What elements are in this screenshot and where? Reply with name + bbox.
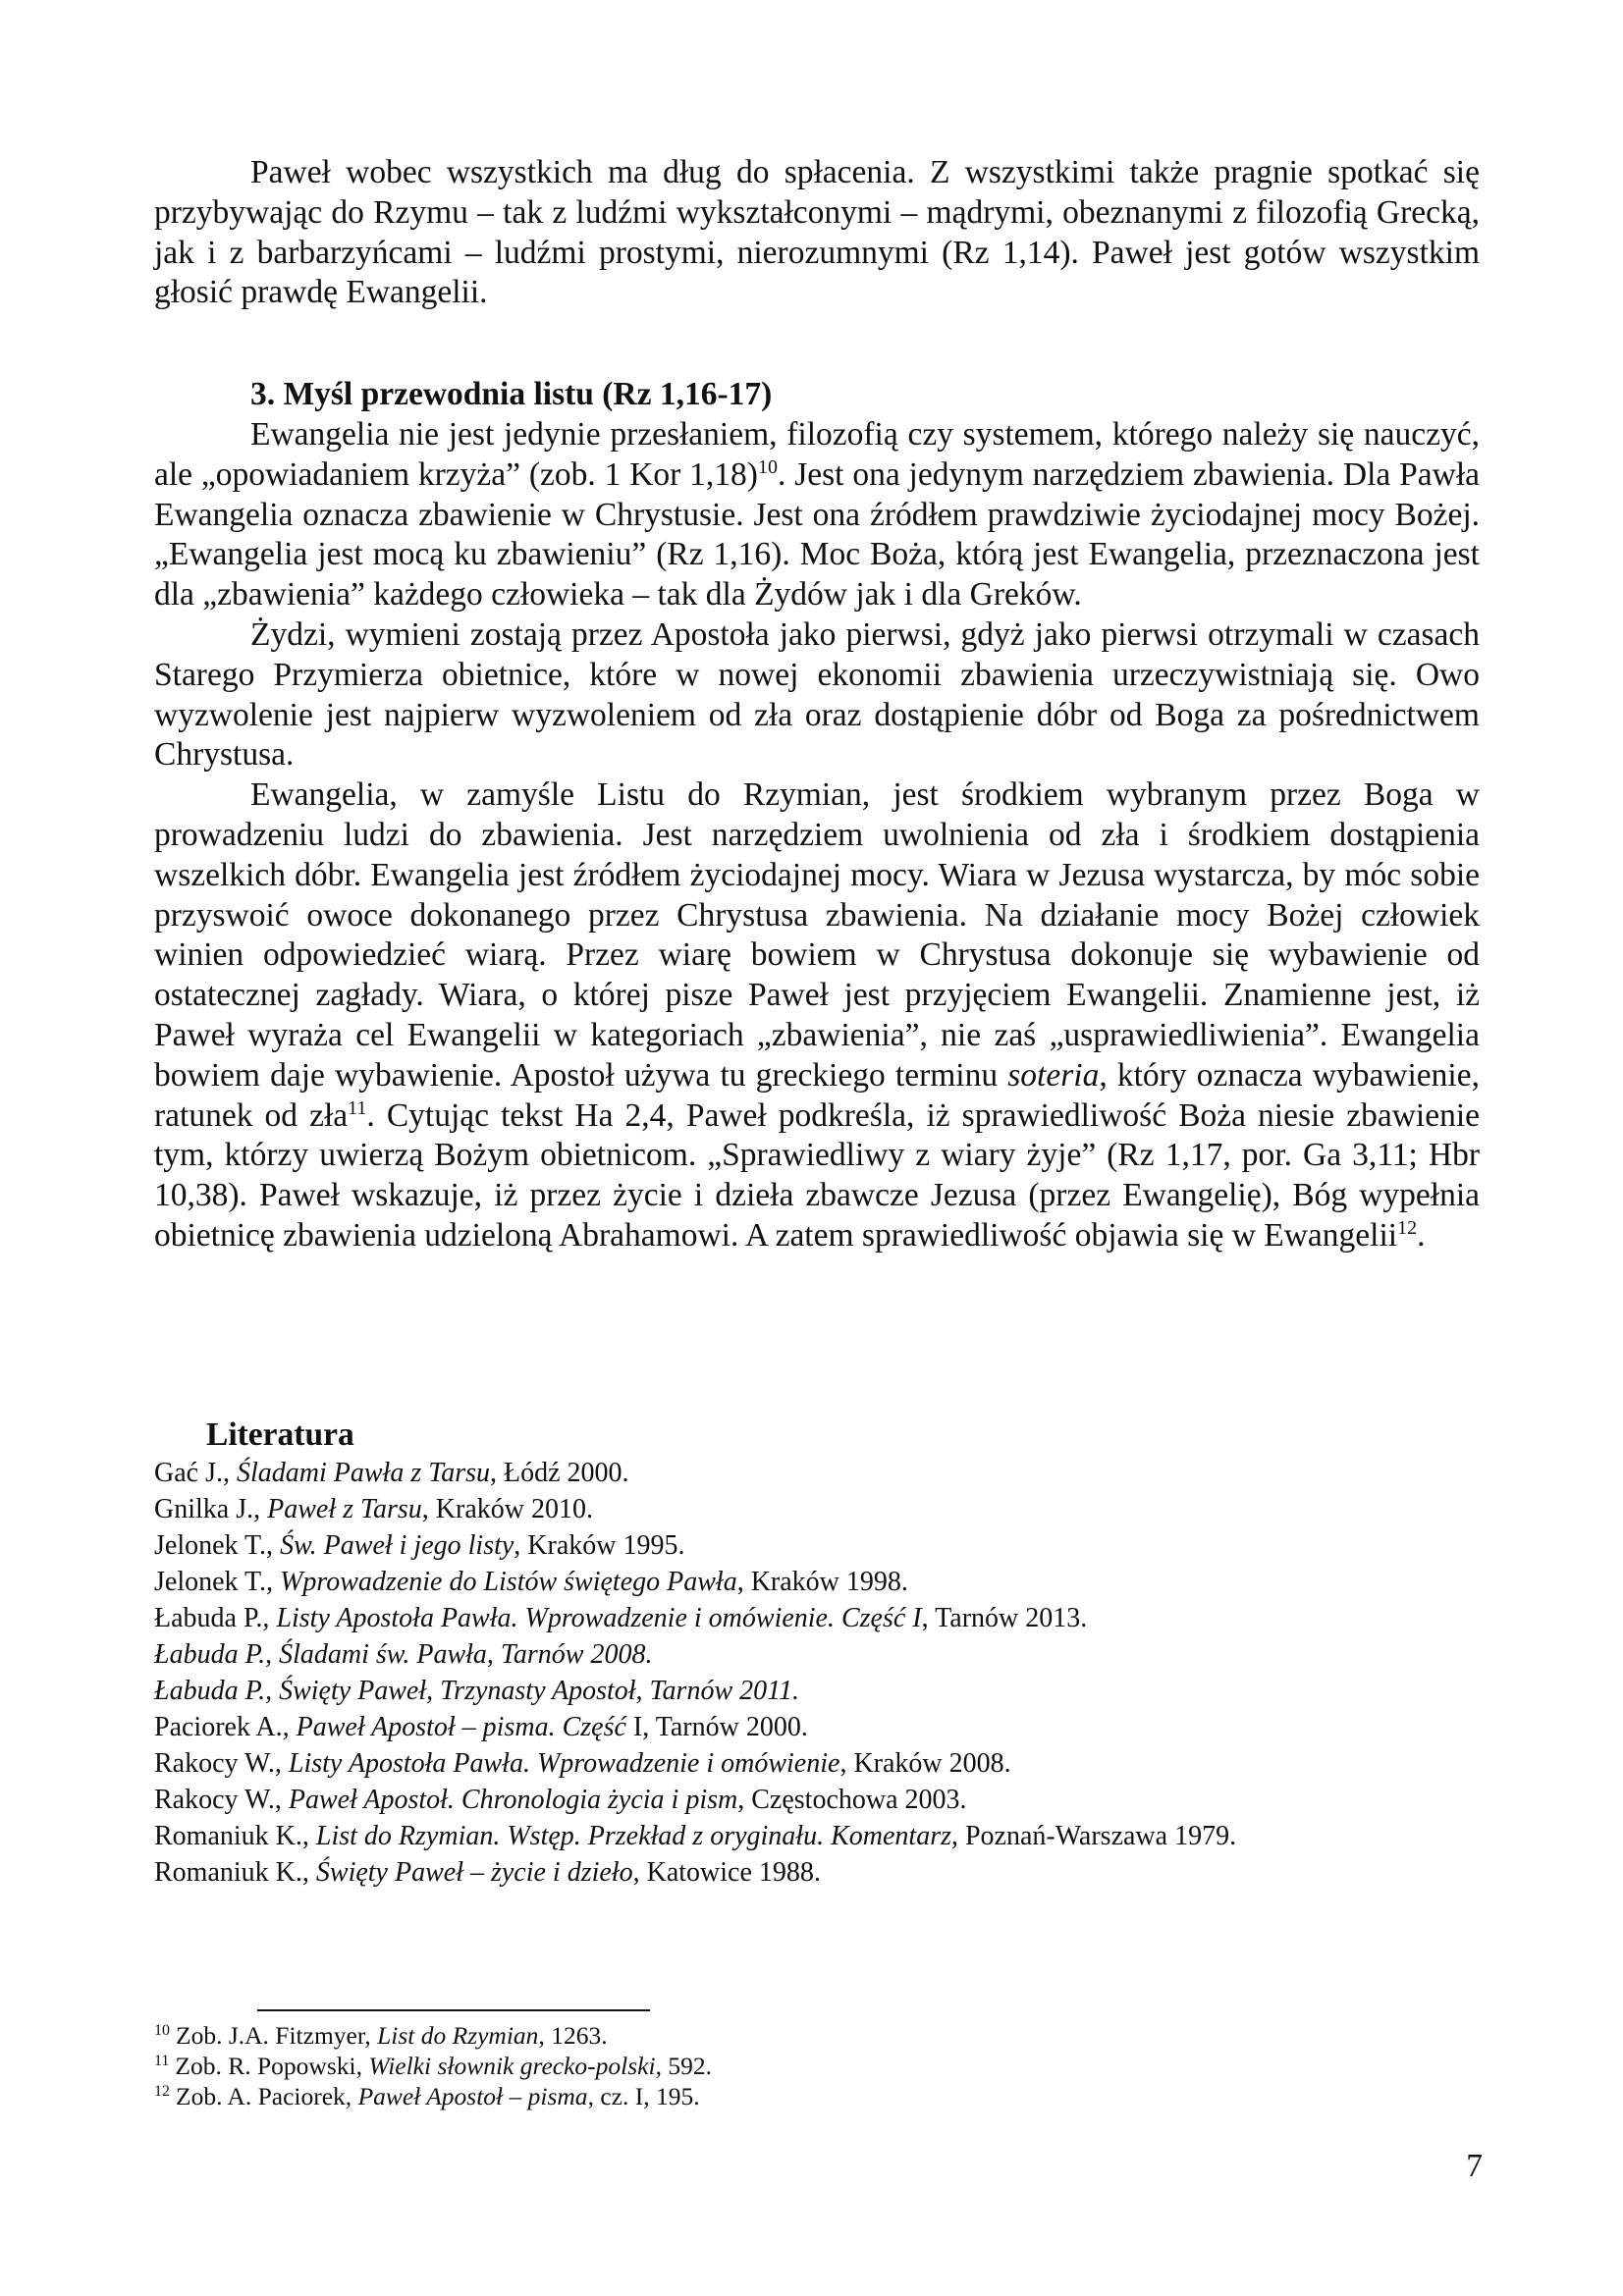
paragraph-3-text-a: Ewangelia, w zamyśle Listu do Rzymian, jest środkiem wybranym przez Boga w prowadzeniu ludzi do zbawienia. Jest narzędziem uwolnienia od zła i środkiem dostąpienia wszelkich dóbr. Ewangelia jest źródłem życiodajnej mocy. Wiara w Jezusa wystarcza, by móc sobie przyswoić owoce dokonanego przez Chrystusa zbawienia. Na działanie mocy Bożej człowiek winien odpowiedzieć wiarą. Przez wiarę bowiem w Chrystusa dokonuje się wybawienie od ostatecznej zagłady. Wiara, o której pisze Paweł jest przyjęciem Ewangelii. Znamienne jest, iż Paweł wyraża cel Ewangelii w kategoriach „zbawienia”, nie zaś „usprawiedliwienia”. Ewangelia bowiem daje wybawienie. Apostoł używa tu greckiego terminu <box>154 776 1480 1094</box>
footnote-source: Zob. R. Popowski, <box>175 2052 369 2080</box>
bibliography-entry <box>154 1491 1480 1527</box>
paragraph-3-text-b: , który oznacza wybawienie, ratunek od zła <box>154 1056 1480 1134</box>
bibliography-entry <box>154 1636 1480 1673</box>
bibliography-publication: I, Tarnów 2000. <box>625 1712 808 1742</box>
paragraph-3-text-c: . Cytując tekst Ha 2,4, Paweł podkreśla, iż sprawiedliwość Boża niesie zbawienie tym, którzy uwierzą Bożym obietnicom. „Sprawiedliwy z wiary żyje” (Rz 1,17, por. Ga 3,11; Hbr 10,38). Paweł wskazuje, iż przez życie i dzieła zbawcze Jezusa (przez Ewangelię), Bóg wypełnia obietnicę zbawienia udzieloną Abrahamowi. A zatem sprawiedliwość objawia się w Ewangelii <box>154 1096 1480 1254</box>
bibliography-author: Gać J., <box>154 1458 237 1488</box>
intro-paragraph-block <box>154 153 1480 313</box>
bibliography-author: Romaniuk K., <box>154 1857 316 1888</box>
paragraph-3-text-d: . <box>1417 1216 1426 1254</box>
bibliography-entry <box>154 1673 1480 1709</box>
bibliography-publication: , Kraków 1998. <box>736 1567 908 1597</box>
bibliography-entry <box>154 1455 1480 1491</box>
footnote-separator <box>257 2009 650 2011</box>
bibliography-entry <box>154 1527 1480 1564</box>
footnote-10 <box>154 2020 1480 2051</box>
bibliography-author: Jelonek T., <box>154 1530 281 1561</box>
footnotes <box>154 2020 1480 2111</box>
bibliography-list <box>154 1455 1480 1891</box>
footnote-number: 11 <box>154 2052 170 2069</box>
bibliography-author: Łabuda P., <box>154 1603 277 1633</box>
bibliography-title: Łabuda P., Śladami św. Pawła, Tarnów 2008. <box>154 1639 653 1670</box>
footnote-source: Zob. A. Paciorek, <box>176 2082 358 2110</box>
bibliography-title: Śladami Pawła z Tarsu <box>236 1458 491 1488</box>
bibliography-publication: , Kraków 1995. <box>514 1530 685 1561</box>
footnote-number: 10 <box>154 2021 170 2039</box>
intro-paragraph: Paweł wobec wszystkich ma dług do spłacenia. Z wszystkimi także pragnie spotkać się przybywając do Rzymu – tak z ludźmi wykształconymi – mądrymi, obeznanymi z filozofią Grecką, jak i z barbarzyńcami – ludźmi prostymi, nierozumnymi (Rz 1,14). Paweł jest gotów wszystkim głosić prawdę Ewangelii. <box>154 154 1480 311</box>
bibliography-author: Paciorek A., <box>154 1712 297 1742</box>
bibliography-author: Rakocy W., <box>154 1748 289 1779</box>
footnote-ref-12[interactable]: 12 <box>1397 1216 1418 1239</box>
footnote-page: , cz. I, 195. <box>587 2082 700 2110</box>
footnote-title: Paweł Apostoł – pisma <box>357 2082 588 2110</box>
footnote-number: 12 <box>154 2082 170 2100</box>
bibliography-title: Łabuda P., Święty Paweł, Trzynasty Apostoł, Tarnów 2011. <box>154 1676 800 1706</box>
bibliography-publication: , Poznań-Warszawa 1979. <box>950 1821 1237 1851</box>
bibliography-author: Rakocy W., <box>154 1785 289 1815</box>
footnote-page: , 1263. <box>538 2021 608 2050</box>
bibliography-title: Św. Paweł i jego listy <box>280 1530 514 1561</box>
footnote-page: , 592. <box>655 2052 712 2080</box>
term-soteria: soteria <box>1007 1056 1100 1094</box>
bibliography-entry <box>154 1600 1480 1636</box>
bibliography-entry <box>154 1782 1480 1818</box>
bibliography-author: Romaniuk K., <box>154 1821 316 1851</box>
bibliography-title: Paweł z Tarsu <box>267 1494 422 1524</box>
bibliography-entry <box>154 1745 1480 1782</box>
paragraph-1-text-a: Ewangelia nie jest jedynie przesłaniem, filozofią czy systemem, którego należy się nauczyć, ale „opowiadaniem krzyża” (zob. 1 Kor 1,18) <box>154 416 1480 493</box>
bibliography-publication: , Częstochowa 2003. <box>737 1785 967 1815</box>
bibliography-title: Święty Paweł – życie i dzieło <box>315 1857 633 1888</box>
bibliography-publication: , Tarnów 2013. <box>921 1603 1088 1633</box>
bibliography-entry <box>154 1709 1480 1745</box>
bibliography-entry <box>154 1818 1480 1854</box>
bibliography-publication: , Kraków 2010. <box>421 1494 593 1524</box>
bibliography <box>154 1455 1480 1891</box>
paragraph-1 <box>154 415 1480 615</box>
paragraph-2: Żydzi, wymieni zostają przez Apostoła jako pierwsi, gdyż jako pierwsi otrzymali w czasach Starego Przymierza obietnice, które w nowej ekonomii zbawienia urzeczywistniają się. Owo wyzwolenie jest najpierw wyzwoleniem od zła oraz dostąpienie dóbr od Boga za pośrednictwem Chrystusa. <box>154 615 1480 774</box>
bibliography-title: Listy Apostoła Pawła. Wprowadzenie i omówienie <box>288 1748 840 1779</box>
footnote-title: List do Rzymian <box>377 2021 539 2050</box>
bibliography-entry <box>154 1564 1480 1600</box>
bibliography-title: Paweł Apostoł – pisma. Część <box>296 1712 626 1742</box>
footnote-ref-11[interactable]: 11 <box>348 1096 367 1119</box>
bibliography-title: Paweł Apostoł. Chronologia życia i pism <box>288 1785 738 1815</box>
bibliography-author: Jelonek T., <box>154 1567 281 1597</box>
bibliography-author: Gnilka J., <box>154 1494 268 1524</box>
section-body <box>154 415 1480 1256</box>
bibliography-publication: , Łódź 2000. <box>490 1458 629 1488</box>
paragraph-3 <box>154 775 1480 1256</box>
footnote-title: Wielki słownik grecko-polski <box>368 2052 656 2080</box>
bibliography-entry <box>154 1854 1480 1891</box>
bibliography-title: Listy Apostoła Pawła. Wprowadzenie i omówienie. Część I <box>276 1603 922 1633</box>
footnote-12 <box>154 2081 1480 2111</box>
footnote-ref-10[interactable]: 10 <box>757 455 778 478</box>
bibliography-title: Wprowadzenie do Listów świętego Pawła <box>280 1567 737 1597</box>
bibliography-publication: , Kraków 2008. <box>839 1748 1011 1779</box>
bibliography-title: List do Rzymian. Wstęp. Przekład z oryginału. Komentarz <box>315 1821 951 1851</box>
paragraph-1-text-b: . Jest ona jedynym narzędziem zbawienia. Dla Pawła Ewangelia oznacza zbawienie w Chrystusie. Jest ona źródłem prawdziwie życiodajnej mocy Bożej. „Ewangelia jest mocą ku zbawieniu” (Rz 1,16). Moc Boża, którą jest Ewangelia, przeznaczona jest dla „zbawienia” każdego człowieka – tak dla Żydów jak i dla Greków. <box>154 455 1480 614</box>
bibliography-publication: , Katowice 1988. <box>632 1857 821 1888</box>
literature-heading: Literatura <box>206 1416 354 1453</box>
footnote-source: Zob. J.A. Fitzmyer, <box>176 2021 378 2050</box>
page-number: 7 <box>1466 2148 1483 2184</box>
section-heading: 3. Myśl przewodnia listu (Rz 1,16-17) <box>250 376 773 412</box>
footnote-11 <box>154 2051 1480 2081</box>
